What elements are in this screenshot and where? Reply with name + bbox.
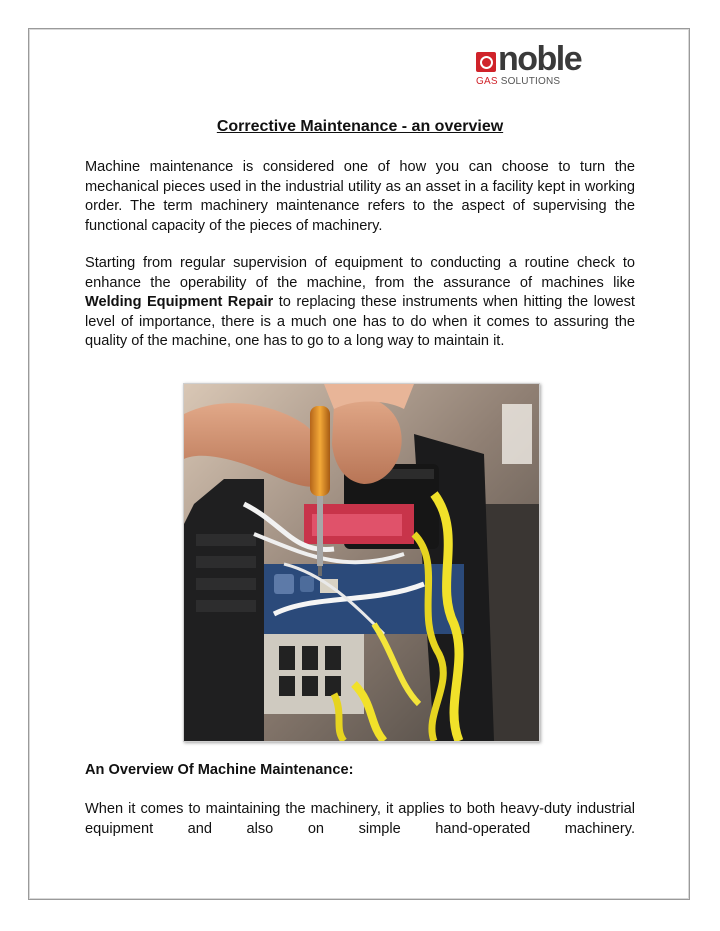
logo-brand-text: noble [498, 40, 582, 78]
second-paragraph-text-before: Starting from regular supervision of equipment to conducting a routine check to enhance the operability of the machine, from the assurance of machines like [85, 255, 635, 291]
logo-subtitle-accent: GAS [476, 76, 498, 87]
welding-machine-repair-photo [183, 383, 540, 742]
company-logo [476, 40, 616, 90]
page-title: Corrective Maintenance - an overview [216, 118, 504, 135]
section-heading: An Overview Of Machine Maintenance: [85, 762, 354, 778]
noble-logo-mark-icon [476, 52, 496, 72]
intro-paragraph: Machine maintenance is considered one of how you can choose to turn the mechanical pieces used in the industrial utility as an asset in a facility kept in working order. The term machinery maintenance refers to the aspect of supervising the functional capacity of the pieces of machinery. [85, 159, 635, 234]
logo-subtitle-rest: SOLUTIONS [497, 76, 561, 87]
welding-equipment-repair-emphasis: Welding Equipment Repair [85, 294, 274, 311]
second-paragraph [85, 254, 635, 352]
logo-subtitle [476, 76, 560, 87]
third-paragraph: When it comes to maintaining the machinery, it applies to both heavy-duty industrial equipment and also on simple hand-operated machinery. [85, 801, 635, 837]
second-paragraph-text-after: to replacing these instruments when hitting the lowest level of importance, there is a much one has to do when it comes to assuring the quality of the machine, one has to go to a long way to maintain it. [85, 294, 635, 350]
